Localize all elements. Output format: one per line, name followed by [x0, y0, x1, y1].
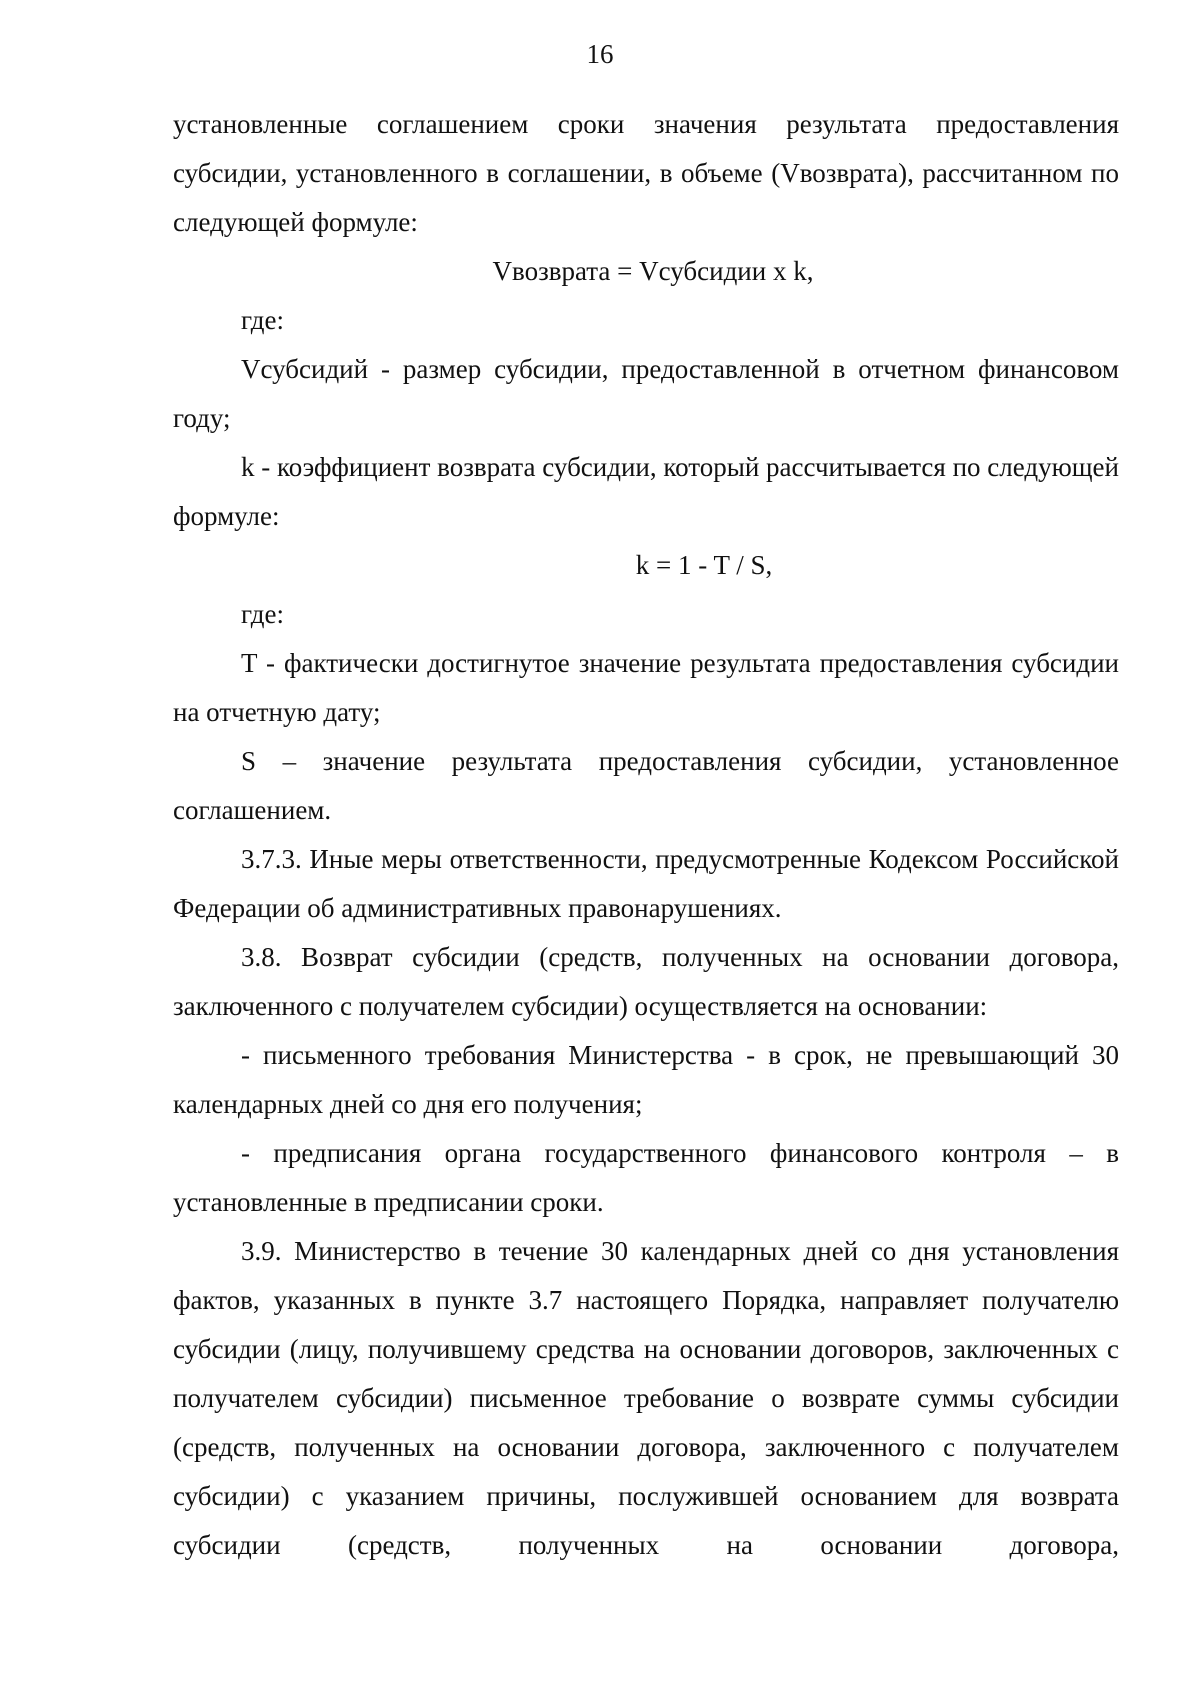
- clause-3-8-item-control-order: - предписания органа государственного финансового контроля – в установленные в предписании сроки.: [173, 1138, 1119, 1217]
- document-body: [173, 100, 1119, 1570]
- definition-agreed-value: S – значение результата предоставления субсидии, установленное соглашением.: [173, 746, 1119, 825]
- clause-3-7-3: 3.7.3. Иные меры ответственности, предусмотренные Кодексом Российской Федерации об административных правонарушениях.: [173, 844, 1119, 923]
- where-label-2: где:: [241, 599, 284, 629]
- formula-coefficient: k = 1 - T / S,: [635, 550, 773, 580]
- clause-3-8: 3.8. Возврат субсидии (средств, полученных на основании договора, заключенного с получателем субсидии) осуществляется на основании:: [173, 942, 1119, 1021]
- definition-subsidy-volume: Vсубсидий - размер субсидии, предоставленной в отчетном финансовом году;: [173, 354, 1119, 433]
- formula-return-volume: Vвозврата = Vсубсидии x k,: [492, 256, 814, 286]
- page-number: 16: [586, 39, 614, 69]
- clause-3-9: 3.9. Министерство в течение 30 календарных дней со дня установления фактов, указанных в пункте 3.7 настоящего Порядка, направляет получателю субсидии (лицу, получившему средства на основании договоров, заключенных с получателем субсидии) письменное требование о возврате суммы субсидии (средств, полученных на основании договора, заключенного с получателем субсидии) с указанием причины, послужившей основанием для возврата субсидии (средств, полученных на основании договора,: [173, 1236, 1119, 1560]
- definition-actual-value: T - фактически достигнутое значение результата предоставления субсидии на отчетную дату;: [173, 648, 1119, 727]
- paragraph-return-volume: установленные соглашением сроки значения результата предоставления субсидии, установленного в соглашении, в объеме (Vвозврата), рассчитанном по следующей формуле:: [173, 109, 1119, 237]
- clause-3-8-item-ministry-demand: - письменного требования Министерства - в срок, не превышающий 30 календарных дней со дня его получения;: [173, 1040, 1119, 1119]
- where-label-1: где:: [241, 305, 284, 335]
- definition-return-coefficient: k - коэффициент возврата субсидии, который рассчитывается по следующей формуле:: [173, 452, 1119, 531]
